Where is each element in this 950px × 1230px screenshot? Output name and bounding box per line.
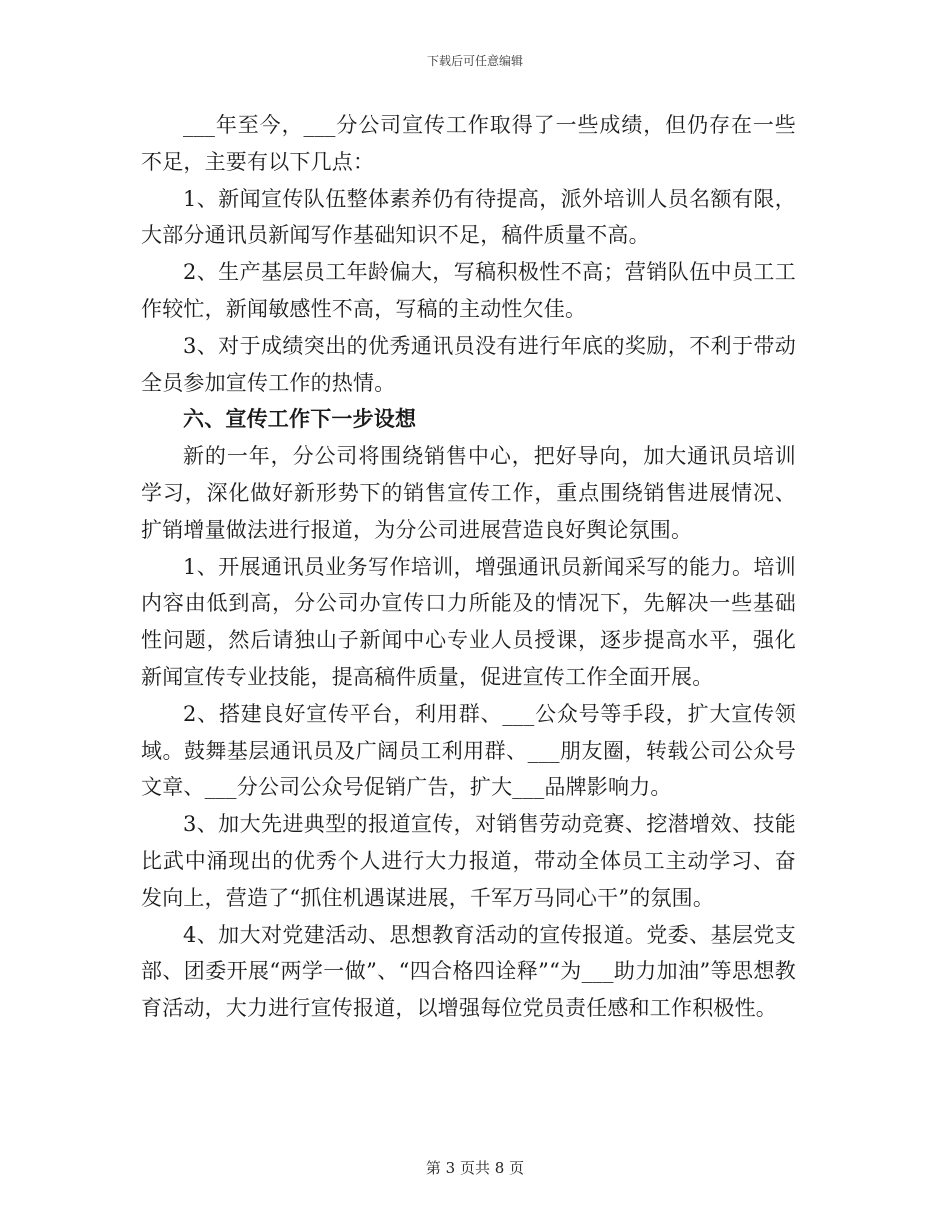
paragraph-shortcoming-1: 1、新闻宣传队伍整体素养仍有待提高，派外培训人员名额有限，大部分通讯员新闻写作基础知识不足，稿件质量不高。 <box>141 186 796 248</box>
document-body <box>141 107 796 1027</box>
paragraph-plan-4: 4、加大对党建活动、思想教育活动的宣传报道。党委、基层党支部、团委开展“两学一做”、“四合格四诠释”“为___助力加油”等思想教育活动，大力进行宣传报道，以增强每位党员责任感和工作积极性。 <box>141 922 796 1021</box>
paragraph-plan-intro: 新的一年，分公司将围绕销售中心，把好导向，加大通讯员培训学习，深化做好新形势下的销售宣传工作，重点围绕销售进展情况、扩销增量做法进行报道，为分公司进展营造良好舆论氛围。 <box>141 444 796 542</box>
paragraph-shortcoming-3: 3、对于成绩突出的优秀通讯员没有进行年底的奖励，不利于带动全员参加宣传工作的热情。 <box>141 333 796 395</box>
paragraph-plan-3: 3、加大先进典型的报道宣传，对销售劳动竞赛、挖潜增效、技能比武中涌现出的优秀个人进行大力报道，带动全体员工主动学习、奋发向上，营造了“抓住机遇谋进展，千军万马同心干”的氛围。 <box>141 812 796 910</box>
page-number: 第 3 页共 8 页 <box>425 1159 525 1177</box>
paragraph-plan-1: 1、开展通讯员业务写作培训，增强通讯员新闻采写的能力。培训内容由低到高，分公司办宣传口力所能及的情况下，先解决一些基础性问题，然后请独山子新闻中心专业人员授课，逐步提高水平，强化新闻宣传专业技能，提高稿件质量，促进宣传工作全面开展。 <box>141 554 796 689</box>
paragraph-shortcoming-2: 2、生产基层员工年龄偏大，写稿积极性不高；营销队伍中员工工作较忙，新闻敏感性不高，写稿的主动性欠佳。 <box>141 260 796 321</box>
paragraph-plan-2: 2、搭建良好宣传平台，利用群、___公众号等手段，扩大宣传领域。鼓舞基层通讯员及广阔员工利用群、___朋友圈，转载公司公众号文章、___分公司公众号促销广告，扩大___品牌影响力。 <box>141 701 796 800</box>
paragraph-intro: ___年至今，___分公司宣传工作取得了一些成绩，但仍存在一些不足，主要有以下几点： <box>141 113 796 174</box>
page-header: 下载后可任意编辑 <box>426 54 523 68</box>
section-heading: 六、宣传工作下一步设想 <box>183 407 417 432</box>
